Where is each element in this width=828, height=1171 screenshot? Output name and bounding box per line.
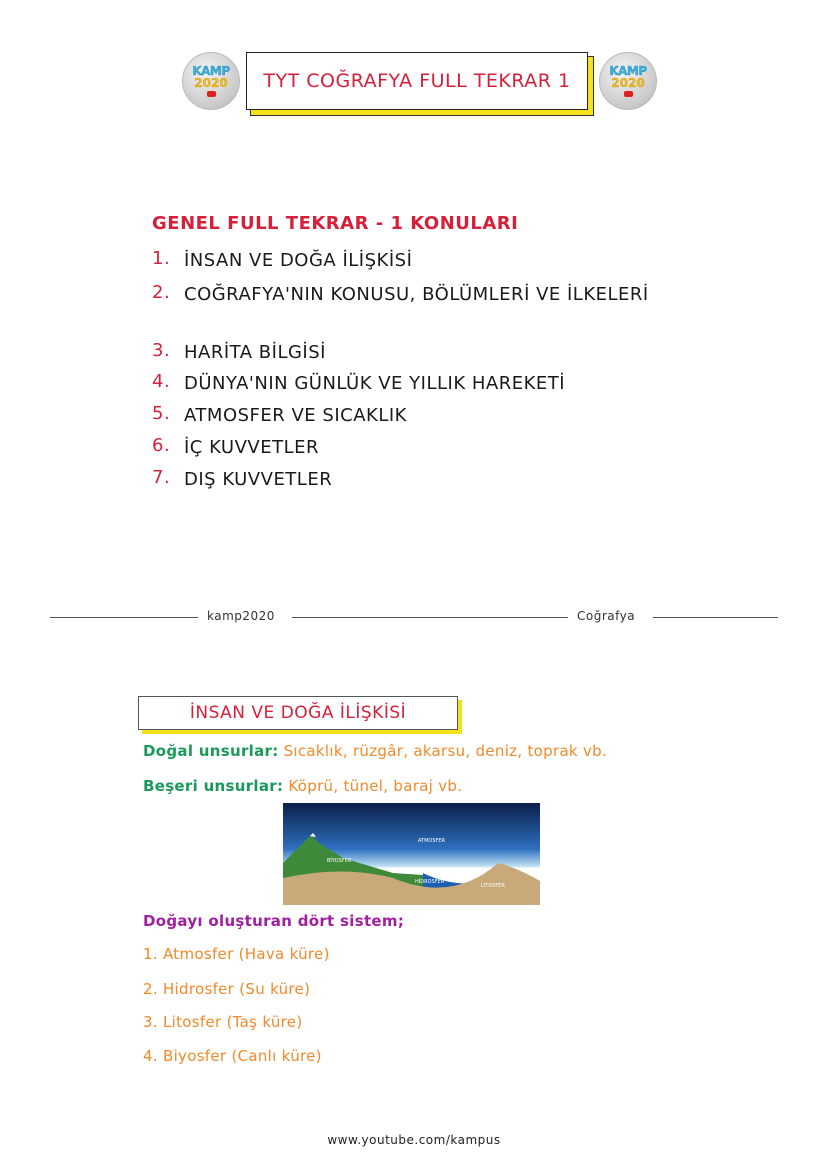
natural-label: Doğal unsurlar: [143, 742, 279, 760]
topic-number: 2. [152, 282, 171, 303]
topic-text: ATMOSFER VE SICAKLIK [184, 405, 407, 426]
human-text: Köprü, tünel, baraj vb. [288, 777, 463, 795]
topic-text: COĞRAFYA'NIN KONUSU, BÖLÜMLERİ VE İLKELERİ [184, 284, 649, 305]
earth-systems-illustration [283, 803, 540, 905]
system-item: 4. Biyosfer (Canlı küre) [143, 1047, 322, 1065]
biyosfer-label: BİYOSFER [327, 858, 352, 864]
logo-text: KAMP [192, 64, 230, 78]
system-item: 3. Litosfer (Taş küre) [143, 1013, 303, 1031]
litosfer-label: LİTOSFER [481, 883, 505, 889]
divider-line [292, 617, 568, 618]
natural-text: Sıcaklık, rüzgâr, akarsu, deniz, toprak vb. [283, 742, 608, 760]
natural-elements [143, 742, 607, 760]
section-title: İNSAN VE DOĞA İLİŞKİSİ [138, 696, 458, 730]
logo-text: KAMP [609, 64, 647, 78]
topic-number: 7. [152, 467, 171, 488]
human-elements [143, 777, 462, 795]
topic-text: HARİTA BİLGİSİ [184, 342, 326, 363]
topic-item [152, 248, 664, 274]
system-item: 1. Atmosfer (Hava küre) [143, 945, 330, 963]
divider-left-label: kamp2020 [207, 609, 275, 623]
topic-text: İNSAN VE DOĞA İLİŞKİSİ [184, 250, 413, 271]
kamp2020-logo-left [182, 52, 240, 110]
youtube-icon [207, 91, 216, 97]
systems-heading: Doğayı oluşturan dört sistem; [143, 912, 405, 930]
topic-item [152, 467, 664, 493]
topic-number: 1. [152, 248, 171, 269]
topic-number: 3. [152, 340, 171, 361]
topic-number: 5. [152, 403, 171, 424]
human-label: Beşeri unsurlar: [143, 777, 284, 795]
topic-item [152, 340, 664, 366]
atmosfer-label: ATMOSFER [418, 838, 446, 844]
footer-url: www.youtube.com/kampus [327, 1133, 501, 1147]
topic-item [152, 282, 664, 308]
topic-text: DIŞ KUVVETLER [184, 469, 333, 490]
topic-item [152, 403, 664, 429]
divider-right-label: Coğrafya [577, 609, 636, 623]
youtube-icon [624, 91, 633, 97]
topic-number: 4. [152, 371, 171, 392]
page-title: TYT COĞRAFYA FULL TEKRAR 1 [246, 52, 588, 110]
topic-number: 6. [152, 435, 171, 456]
hidrosfer-label: HİDROSFER [415, 879, 445, 885]
topic-text: İÇ KUVVETLER [184, 437, 319, 458]
kamp2020-logo-right [599, 52, 657, 110]
topic-item [152, 371, 664, 397]
logo-year: 2020 [611, 76, 645, 90]
landscape-graphic [283, 803, 540, 905]
topics-heading: GENEL FULL TEKRAR - 1 KONULARI [152, 213, 519, 234]
topic-item [152, 435, 664, 461]
system-item: 2. Hidrosfer (Su küre) [143, 980, 311, 998]
divider-line [653, 617, 778, 618]
topic-text: DÜNYA'NIN GÜNLÜK VE YILLIK HAREKETİ [184, 373, 566, 394]
divider-line [50, 617, 198, 618]
logo-year: 2020 [194, 76, 228, 90]
